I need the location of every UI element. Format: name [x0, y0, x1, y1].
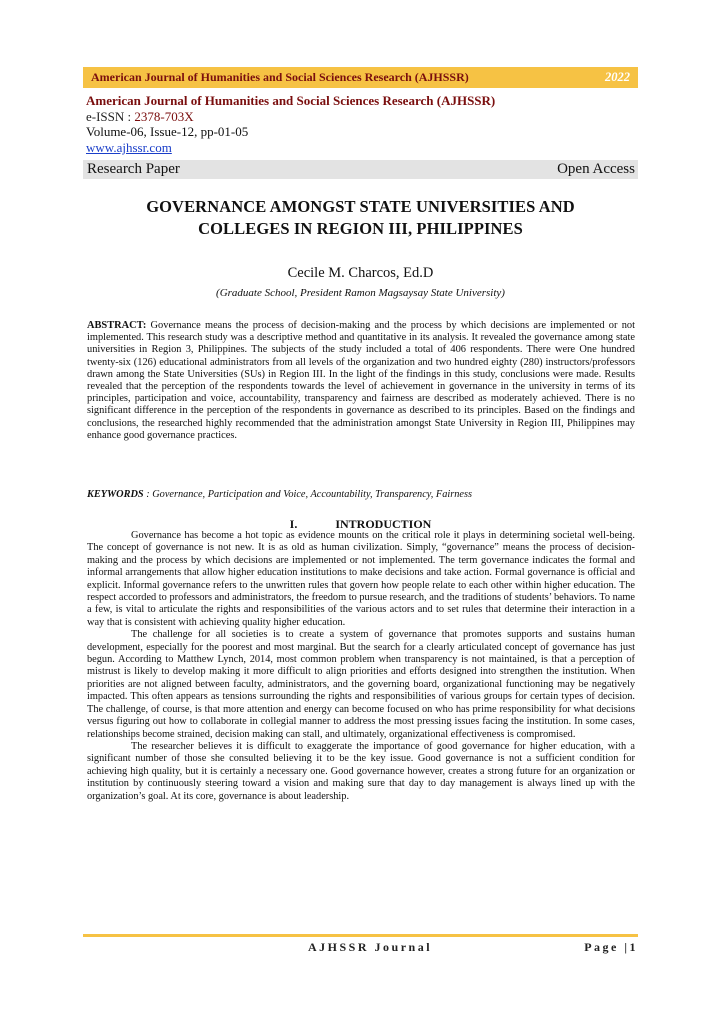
footer-page [584, 940, 638, 955]
header-journal-title: American Journal of Humanities and Social Sciences Research (AJHSSR) [91, 70, 469, 84]
abstract [87, 320, 635, 472]
body-paragraph: The challenge for all societies is to create a system of governance that promotes supports and sustains human development, especially for the poorest and most marginal. But the search for a clearly articulated concept of governance has just begun. According to Matthew Lynch, 2014, most common problem when transparency is not maintained, is that a perception of mistrust is likely to develop making it more difficult to align priorities and efforts designed into strengthen the institution. When priorities are not aligned between faculty, administrators, and the governing board, organizational functioning may be negatively impacted. This often appears as tensions surrounding the rights and responsibilities of various groups for certain types of decision. The challenge, of course, is that more attention and energy can become focused on who has prime responsibility for what decisions versus figuring out how to collaborate in collegial manner to address the most pressing issues facing the institution. In some cases, relationships become strained, decision making can stall, and ultimately, organizational effectiveness is compromised. [87, 629, 635, 740]
meta-issn [86, 109, 638, 125]
keywords [87, 489, 635, 500]
body-paragraph: The researcher believes it is difficult to exaggerate the importance of good governance for higher education, with a significant number of those she consulted believing it to be the key issue. Good governance is not a sufficient condition for achieving high quality, but it is certainly a necessary one. Good governance however, creates a strong future for an organization or institution by continuously steering toward a vision and making sure that day to day management is always lined up with the organization’s goal. At its core, governance is about leadership. [87, 740, 635, 802]
access-type: Open Access [557, 161, 635, 177]
issn-value: 2378-703X [134, 108, 194, 124]
article-type-bar [83, 160, 638, 179]
meta-journal-title: American Journal of Humanities and Social Sciences Research (AJHSSR) [86, 93, 496, 108]
paper-title [83, 196, 638, 240]
footer-page-label: Page | [584, 940, 630, 954]
keywords-label: KEYWORDS [87, 489, 144, 500]
section-title: INTRODUCTION [335, 517, 432, 531]
paper-title-line-1: GOVERNANCE AMONGST STATE UNIVERSITIES AND [146, 197, 575, 216]
footer [83, 940, 638, 955]
keywords-text: : Governance, Participation and Voice, Accountability, Transparency, Fairness [143, 489, 472, 500]
author-affiliation: (Graduate School, President Ramon Magsaysay State University) [216, 287, 505, 299]
journal-meta [86, 93, 638, 155]
abstract-text: Governance means the process of decision-making and the process by which decisions are implemented or not implemented. This research study was a descriptive method and quantitative in its analysis. It revealed the governance among state universities in Region 3, Philippines. The subjects of the study included a total of 406 respondents. There were One hundred twenty-six (126) educational administrators from all levels of the organization and two hundred eighty (280) instructors/professors drawn among the State Universities (SUs) in Region III. In the light of the findings in this study, conclusions were made. Results revealed that the perception of the respondents towards the level of achievement in governance in the university in terms of its principles, participation and voice, accountability, transparency and fairness are described as moderately achieved. There is no significant difference in the perception of the respondents in governance as described to its principles. Based on the findings and conclusions, the researched highly recommended that the administration amongst State University in Region III, Philippines may enhance good governance practices. [87, 320, 635, 441]
body-paragraph: Governance has become a hot topic as evidence mounts on the critical role it plays in determining societal well-being. The concept of governance is not new. It is as old as human civilization. Simply, “governance” means the process of decision-making and the process by which decisions are implemented or not implemented. The term governance indicates the formal and informal arrangements that allow higher education institutions to make decisions and take action. Formal governance is official and explicit. Informal governance refers to the unwritten rules that govern how people relate to each other within higher education. The respect accorded to professors and administrators, the freedom to pursue research, and the traditions of students’ behaviors. To name a few, is vital to articulate the rights and responsibilities of the various actors and to set rules that determine their interaction in a way that is consistent with achieving quality higher education. [87, 530, 635, 628]
footer-page-number: 1 [629, 940, 638, 954]
article-type: Research Paper [87, 161, 180, 177]
meta-volume: Volume-06, Issue-12, pp-01-05 [86, 124, 249, 140]
section-number: I. [289, 517, 298, 531]
author-name: Cecile M. Charcos, Ed.D [287, 265, 434, 281]
header-year: 2022 [605, 70, 630, 84]
journal-url-link[interactable]: www.ajhssr.com [86, 139, 172, 155]
footer-journal: AJHSSR Journal [308, 940, 433, 954]
abstract-label: ABSTRACT: [87, 320, 147, 331]
footer-rule [83, 934, 638, 937]
issn-label: e-ISSN : [86, 108, 135, 124]
body-text [87, 530, 635, 910]
paper-title-line-2: COLLEGES IN REGION III, PHILIPPINES [198, 219, 523, 238]
header-bar [83, 67, 638, 88]
